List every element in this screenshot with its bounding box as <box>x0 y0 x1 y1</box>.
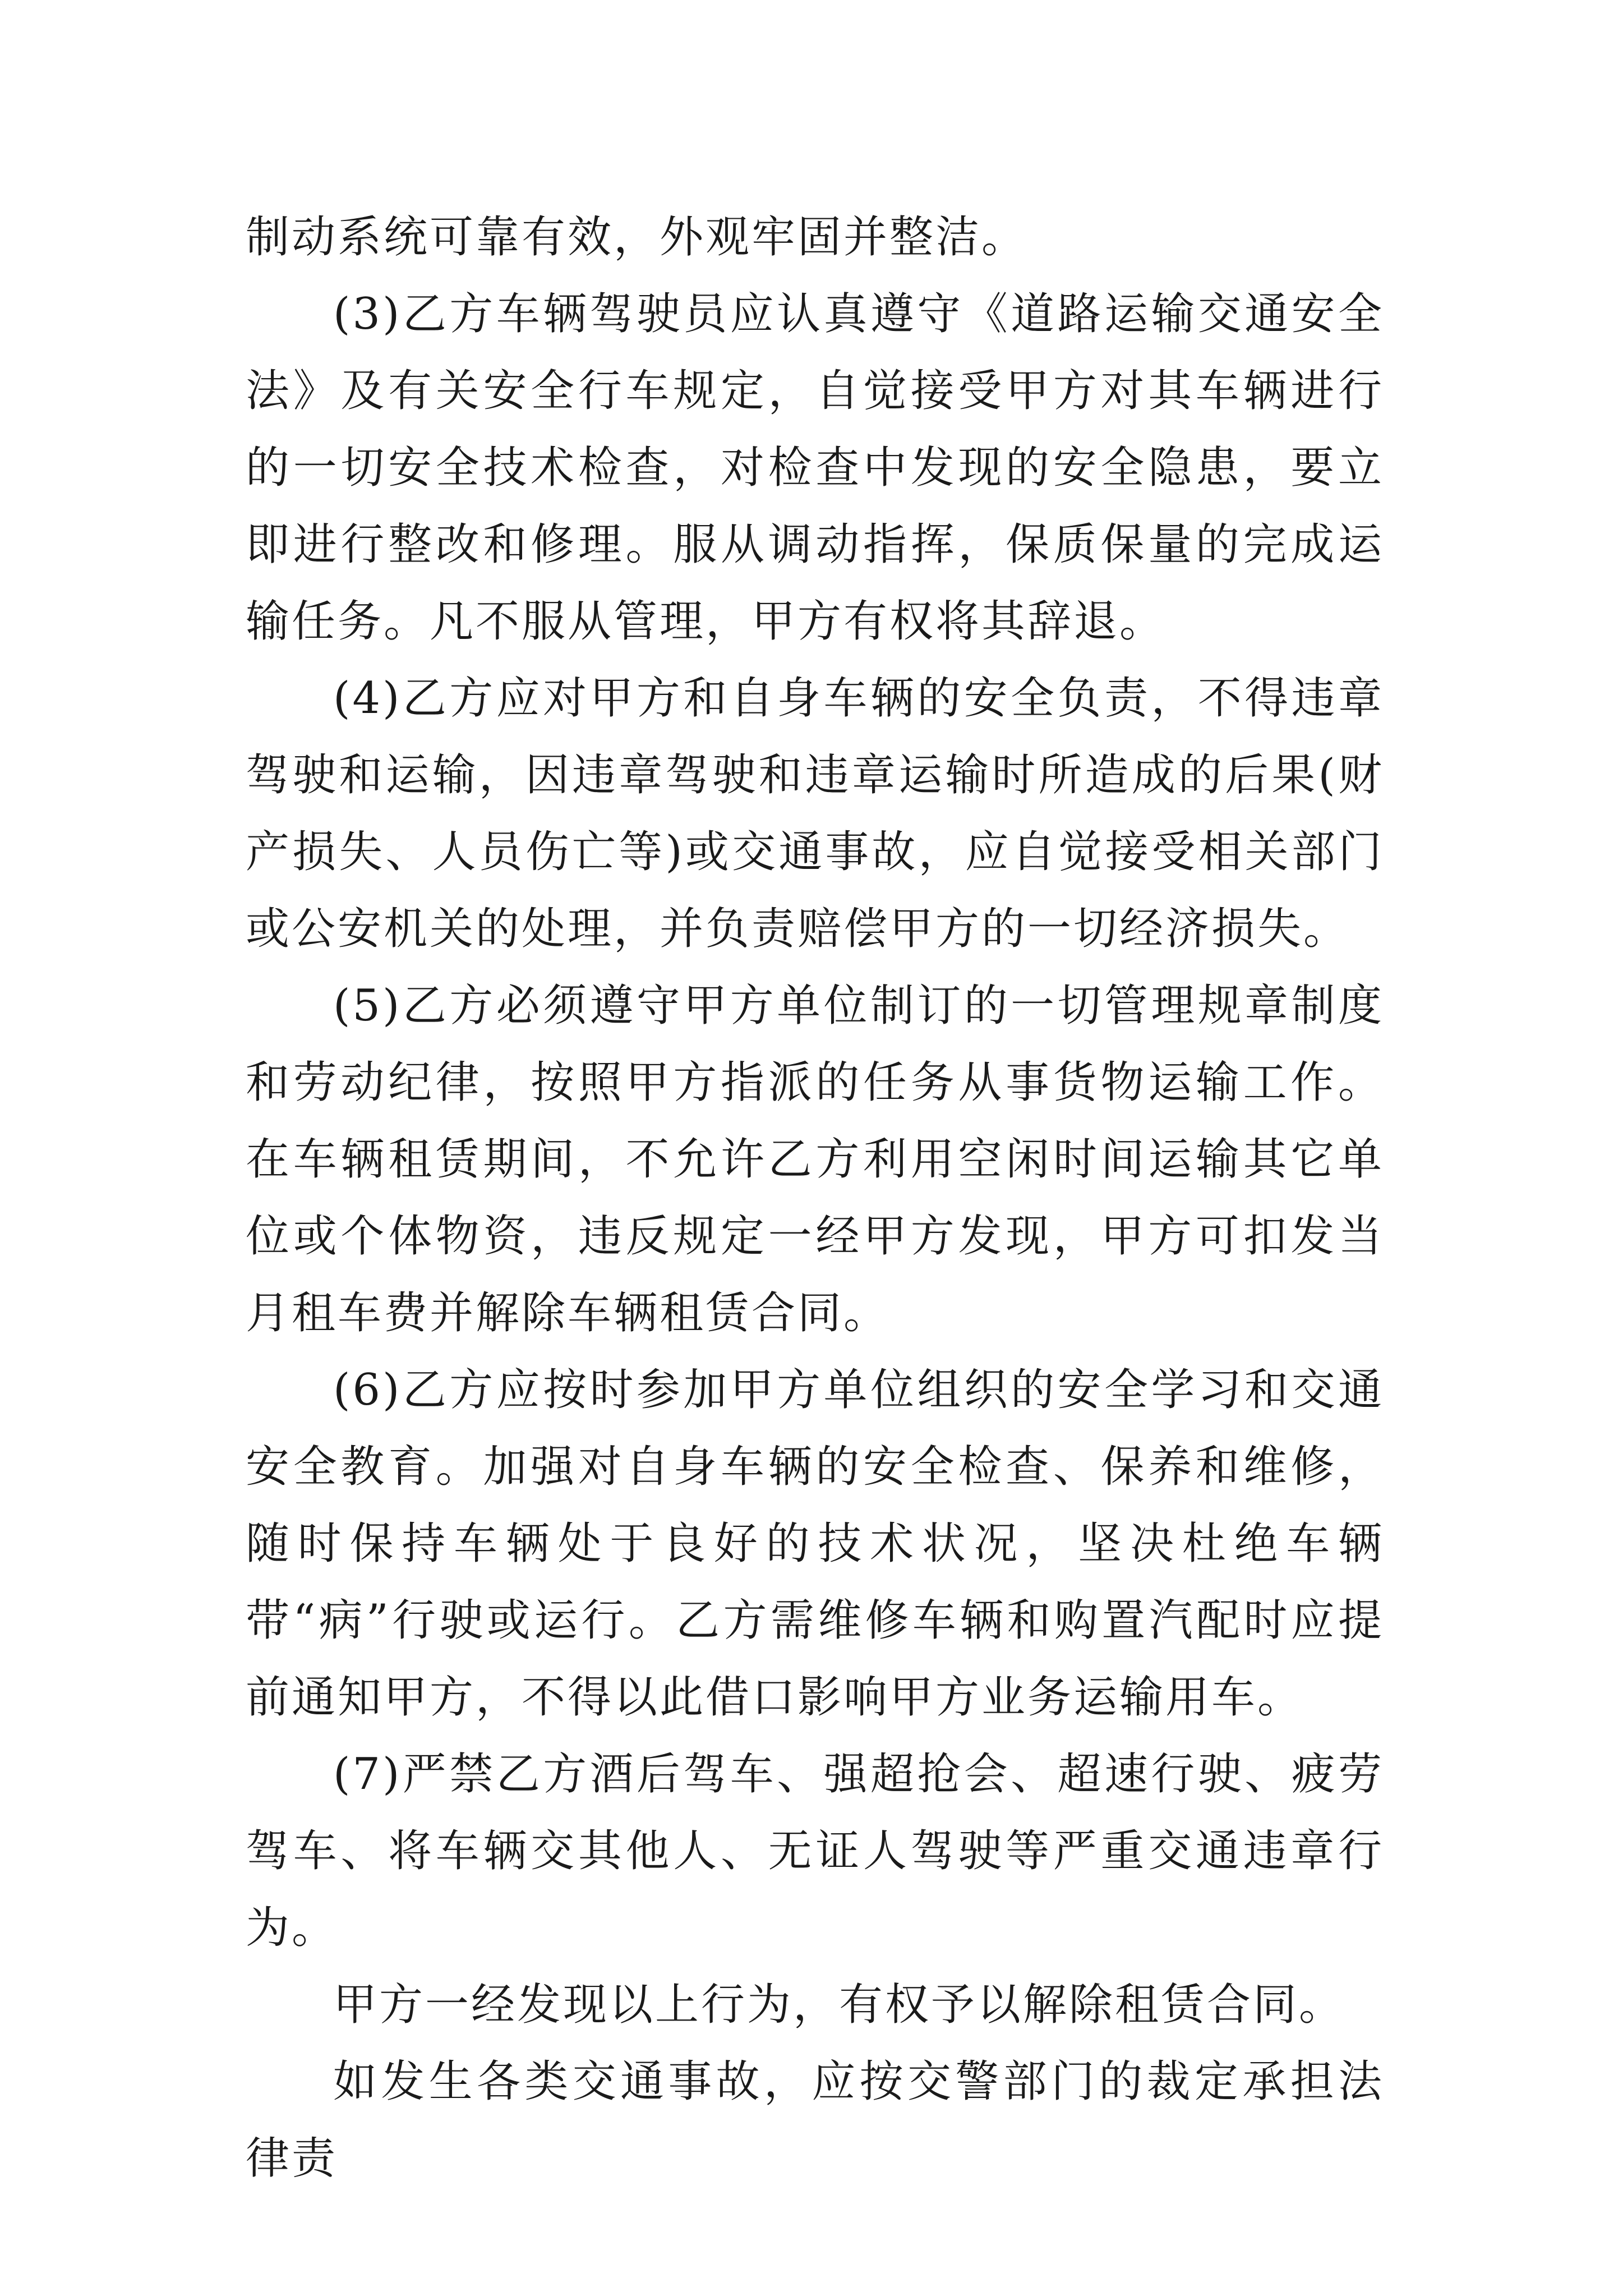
document-body <box>246 199 1384 2197</box>
paragraph-termination: 甲方一经发现以上行为，有权予以解除租赁合同。 <box>333 1980 1345 2030</box>
paragraph-clause-5: (5)乙方必须遵守甲方单位制订的一切管理规章制度和劳动纪律，按照甲方指派的任务从事货物运输工作。在车辆租赁期间，不允许乙方利用空闲时间运输其它单位或个体物资，违反规定一经甲方发现，甲方可扣发当月租车费并解除车辆租赁合同。 <box>246 981 1384 1338</box>
paragraph-clause-4: (4)乙方应对甲方和自身车辆的安全负责，不得违章驾驶和运输，因违章驾驶和违章运输时所造成的后果(财产损失、人员伤亡等)或交通事故，应自觉接受相关部门或公安机关的处理，并负责赔偿甲方的一切经济损失。 <box>246 673 1384 954</box>
paragraph-brake-system: 制动系统可靠有效，外观牢固并整洁。 <box>246 212 1028 263</box>
paragraph-clause-6: (6)乙方应按时参加甲方单位组织的安全学习和交通安全教育。加强对自身车辆的安全检查、保养和维修，随时保持车辆处于良好的技术状况，坚决杜绝车辆带“病”行驶或运行。乙方需维修车辆和购置汽配时应提前通知甲方，不得以此借口影响甲方业务运输用车。 <box>246 1365 1384 1723</box>
paragraph-clause-7: (7)严禁乙方酒后驾车、强超抢会、超速行驶、疲劳驾车、将车辆交其他人、无证人驾驶等严重交通违章行为。 <box>246 1749 1384 1953</box>
paragraph-clause-3: (3)乙方车辆驾驶员应认真遵守《道路运输交通安全法》及有关安全行车规定，自觉接受甲方对其车辆进行的一切安全技术检查，对检查中发现的安全隐患，要立即进行整改和修理。服从调动指挥，保质保量的完成运输任务。凡不服从管理，甲方有权将其辞退。 <box>246 289 1384 647</box>
paragraph-accident-liability: 如发生各类交通事故，应按交警部门的裁定承担法律责 <box>246 2056 1384 2184</box>
